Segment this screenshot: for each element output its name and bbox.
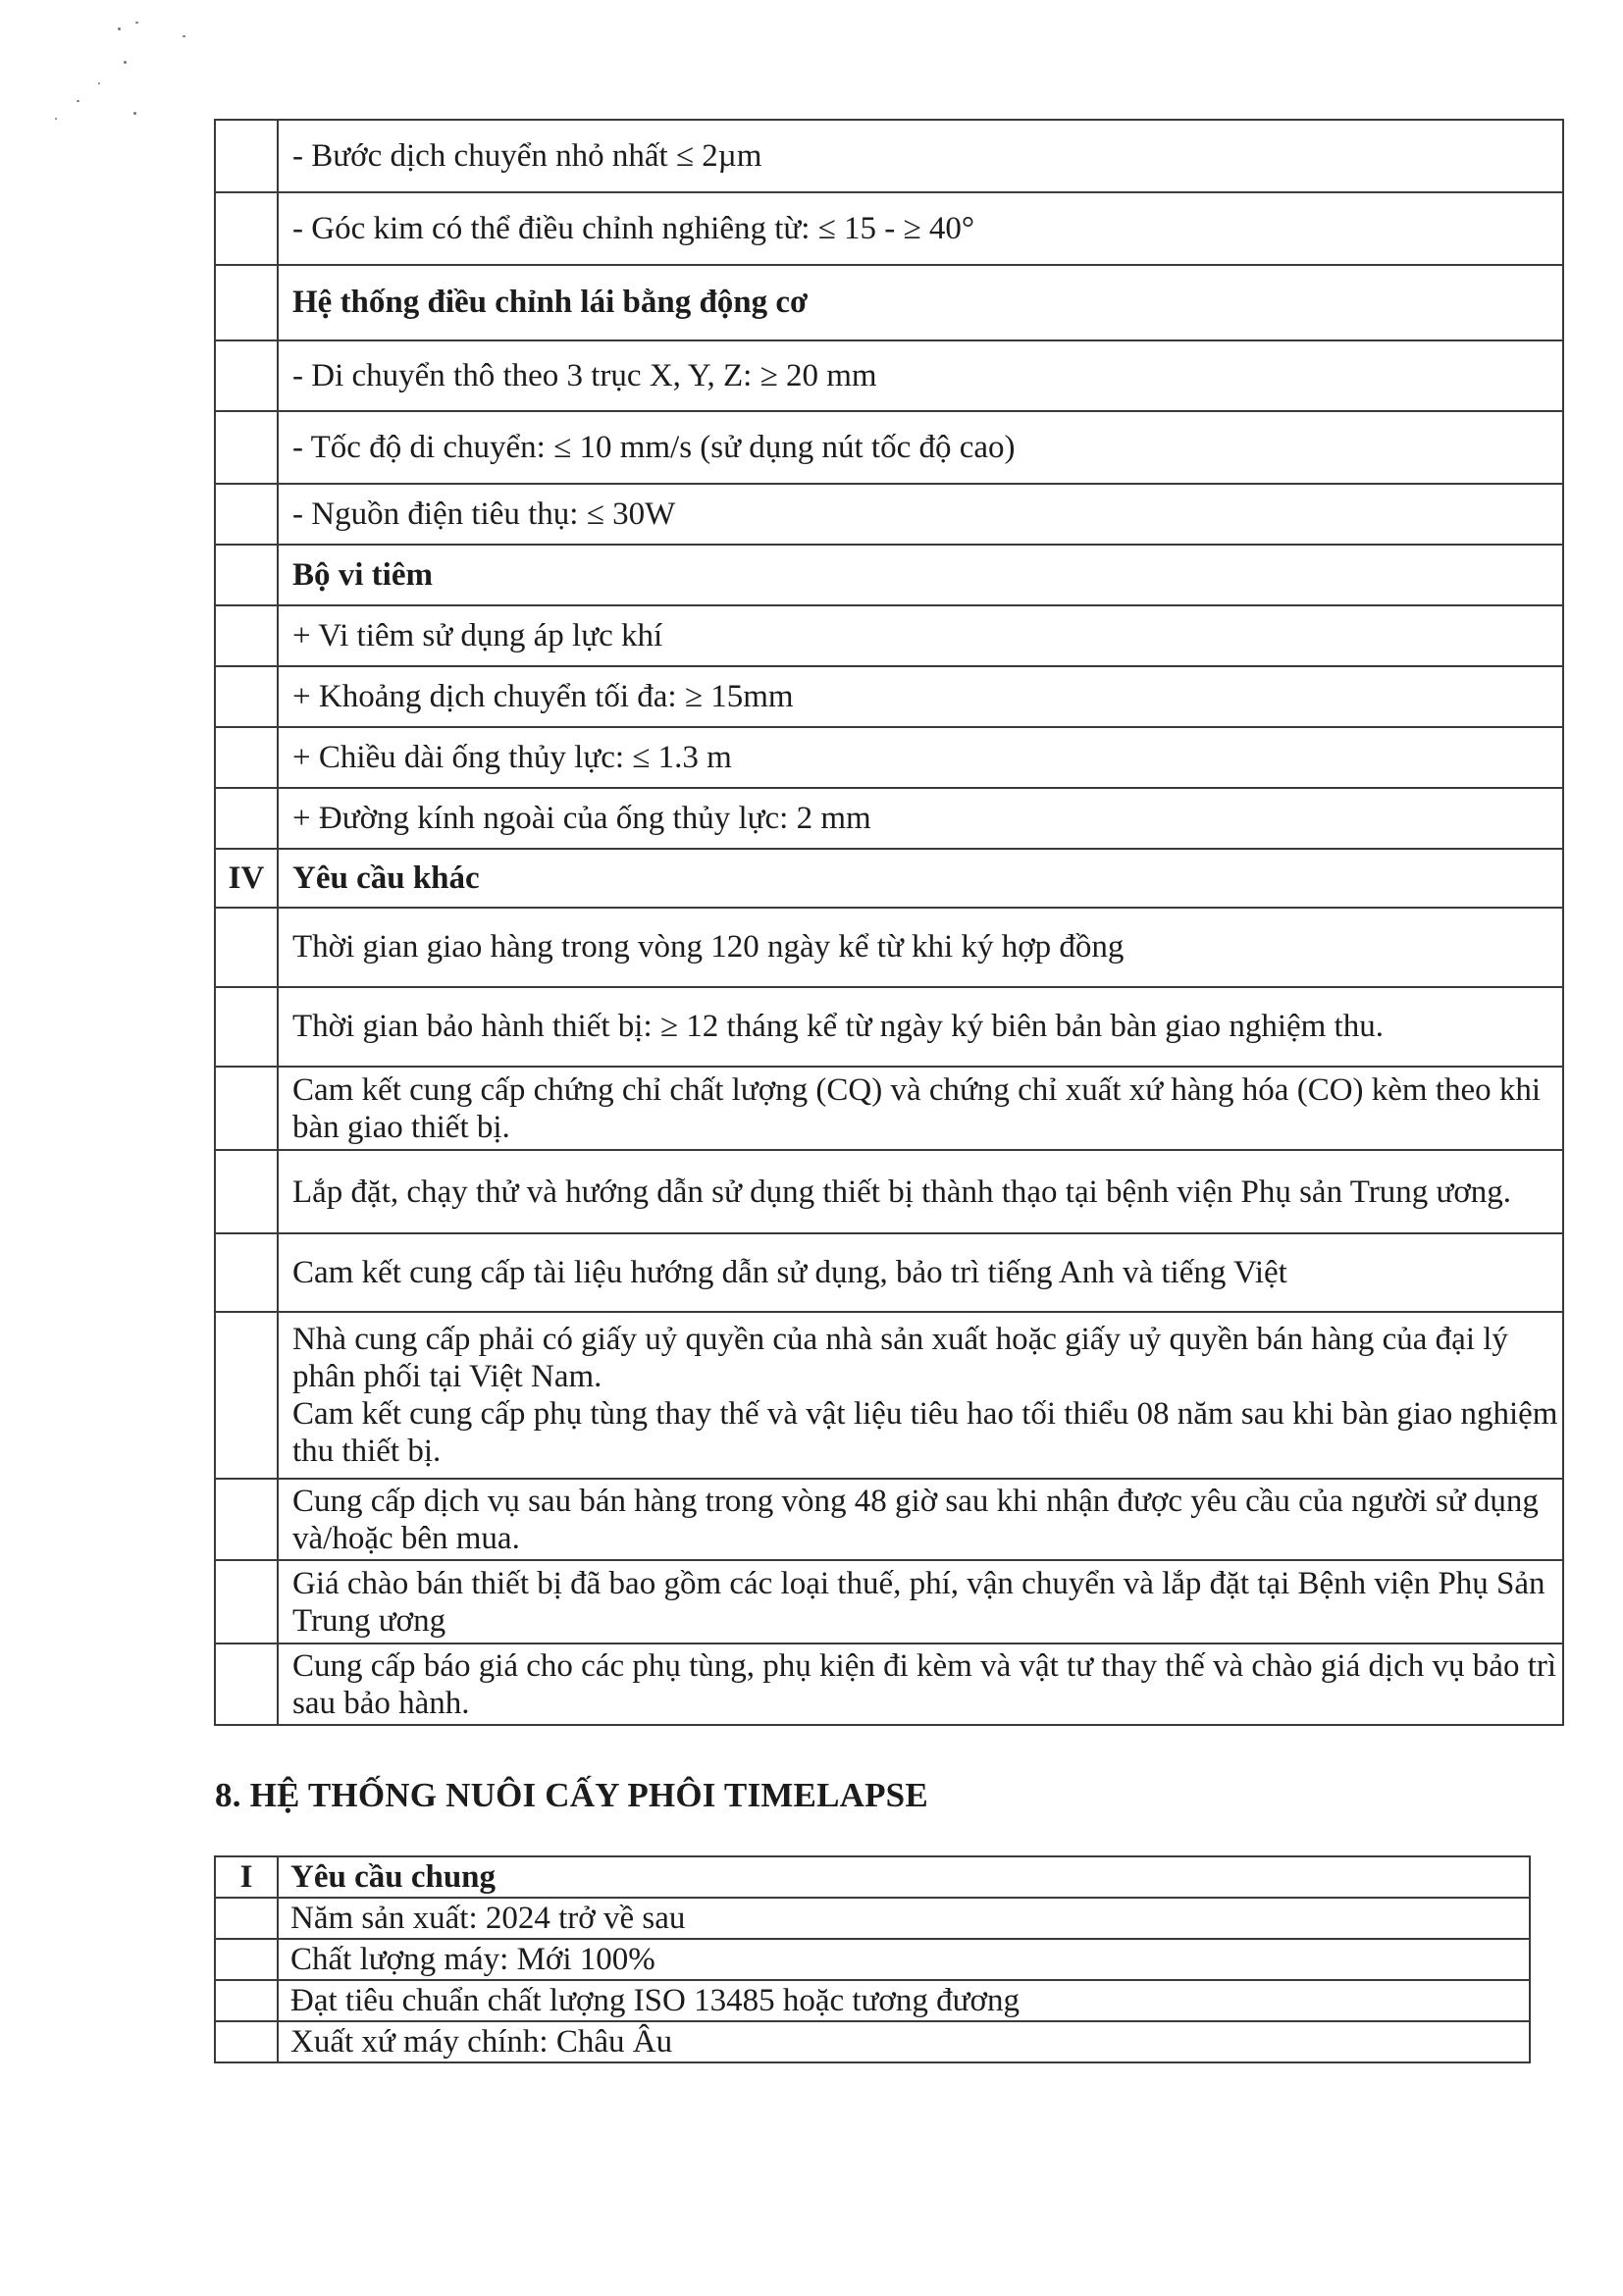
row-number-cell (215, 1150, 278, 1233)
table-row (215, 1856, 1530, 1898)
row-number-cell (215, 1898, 278, 1939)
row-text-cell: Cam kết cung cấp tài liệu hướng dẫn sử dụng, bảo trì tiếng Anh và tiếng Việt (278, 1233, 1563, 1312)
row-heading-cell: Hệ thống điều chỉnh lái bằng động cơ (278, 265, 1563, 340)
row-text-cell: Cam kết cung cấp chứng chỉ chất lượng (CQ) và chứng chỉ xuất xứ hàng hóa (CO) kèm theo khi bàn giao thiết bị. (278, 1067, 1563, 1150)
row-text-cell: Đạt tiêu chuẩn chất lượng ISO 13485 hoặc tương đương (278, 1980, 1530, 2021)
table-row (215, 605, 1563, 666)
row-number-cell (215, 727, 278, 788)
scan-speck (55, 118, 57, 120)
section-heading: 8. HỆ THỐNG NUÔI CẤY PHÔI TIMELAPSE (215, 1776, 928, 1814)
table-row (215, 120, 1563, 192)
section-number-cell: I (215, 1856, 278, 1898)
row-number-cell (215, 1939, 278, 1980)
section-title-cell: Yêu cầu chung (278, 1856, 1530, 1898)
table-row (215, 265, 1563, 340)
table-row (215, 2021, 1530, 2062)
table-row (215, 908, 1563, 987)
table-row (215, 411, 1563, 484)
row-text-cell: Thời gian bảo hành thiết bị: ≥ 12 tháng kể từ ngày ký biên bản bàn giao nghiệm thu. (278, 987, 1563, 1067)
row-text-cell: - Bước dịch chuyển nhỏ nhất ≤ 2µm (278, 120, 1563, 192)
row-number-cell (215, 908, 278, 987)
row-number-cell (215, 1312, 278, 1479)
table-row (215, 1980, 1530, 2021)
row-text-cell: Cung cấp dịch vụ sau bán hàng trong vòng 48 giờ sau khi nhận được yêu cầu của người sử dụng và/hoặc bên mua. (278, 1479, 1563, 1560)
row-text-cell (278, 1312, 1563, 1479)
row-text-cell: + Đường kính ngoài của ống thủy lực: 2 mm (278, 788, 1563, 849)
table-row (215, 1560, 1563, 1644)
row-text-line: Nhà cung cấp phải có giấy uỷ quyền của nhà sản xuất hoặc giấy uỷ quyền bán hàng của đại lý phân phối tại Việt Nam. (292, 1322, 1508, 1394)
table-row (215, 1898, 1530, 1939)
row-text-cell: Xuất xứ máy chính: Châu Âu (278, 2021, 1530, 2062)
row-number-cell (215, 1067, 278, 1150)
section-number-cell: IV (215, 849, 278, 908)
table-row (215, 1312, 1563, 1479)
table-row (215, 987, 1563, 1067)
scan-speck (118, 27, 121, 30)
table-row (215, 1233, 1563, 1312)
row-number-cell (215, 605, 278, 666)
general-requirements-table (214, 1855, 1531, 2063)
scan-speck (77, 100, 79, 102)
table-row (215, 545, 1563, 605)
table-row (215, 1479, 1563, 1560)
requirements-table-continued (214, 119, 1564, 1726)
row-number-cell (215, 545, 278, 605)
table-row (215, 1644, 1563, 1725)
row-text-cell: Chất lượng máy: Mới 100% (278, 1939, 1530, 1980)
section-title-cell: Yêu cầu khác (278, 849, 1563, 908)
row-text-cell: + Khoảng dịch chuyển tối đa: ≥ 15mm (278, 666, 1563, 727)
row-number-cell (215, 1560, 278, 1644)
table-row (215, 1150, 1563, 1233)
row-text-cell: - Nguồn điện tiêu thụ: ≤ 30W (278, 484, 1563, 545)
scan-speck (98, 82, 100, 84)
scan-speck (124, 61, 127, 64)
row-number-cell (215, 120, 278, 192)
row-number-cell (215, 1233, 278, 1312)
row-number-cell (215, 265, 278, 340)
row-text-cell: Cung cấp báo giá cho các phụ tùng, phụ kiện đi kèm và vật tư thay thế và chào giá dịch vụ bảo trì sau bảo hành. (278, 1644, 1563, 1725)
table-row (215, 849, 1563, 908)
row-number-cell (215, 192, 278, 265)
scan-speck (133, 112, 136, 115)
row-number-cell (215, 1479, 278, 1560)
row-number-cell (215, 484, 278, 545)
row-text-cell: Giá chào bán thiết bị đã bao gồm các loại thuế, phí, vận chuyển và lắp đặt tại Bệnh viện Phụ Sản Trung ương (278, 1560, 1563, 1644)
table-row (215, 340, 1563, 411)
row-number-cell (215, 411, 278, 484)
table-row (215, 788, 1563, 849)
table-row (215, 1939, 1530, 1980)
row-text-cell: - Góc kim có thể điều chỉnh nghiêng từ: ≤ 15 - ≥ 40° (278, 192, 1563, 265)
row-number-cell (215, 2021, 278, 2062)
row-number-cell (215, 788, 278, 849)
row-text-cell: - Tốc độ di chuyển: ≤ 10 mm/s (sử dụng nút tốc độ cao) (278, 411, 1563, 484)
table-row (215, 727, 1563, 788)
row-number-cell (215, 340, 278, 411)
table-row (215, 484, 1563, 545)
row-text-cell: + Chiều dài ống thủy lực: ≤ 1.3 m (278, 727, 1563, 788)
row-number-cell (215, 666, 278, 727)
table-row (215, 1067, 1563, 1150)
table-row (215, 666, 1563, 727)
row-number-cell (215, 987, 278, 1067)
scan-speck (135, 22, 138, 24)
row-text-cell: - Di chuyển thô theo 3 trục X, Y, Z: ≥ 20 mm (278, 340, 1563, 411)
table-row (215, 192, 1563, 265)
row-text-cell: Thời gian giao hàng trong vòng 120 ngày kể từ khi ký hợp đồng (278, 908, 1563, 987)
row-heading-cell: Bộ vi tiêm (278, 545, 1563, 605)
row-text-cell: Năm sản xuất: 2024 trở về sau (278, 1898, 1530, 1939)
row-text-line: Cam kết cung cấp phụ tùng thay thế và vật liệu tiêu hao tối thiểu 08 năm sau khi bàn giao nghiệm thu thiết bị. (292, 1396, 1558, 1469)
row-number-cell (215, 1980, 278, 2021)
row-text-cell: Lắp đặt, chạy thử và hướng dẫn sử dụng thiết bị thành thạo tại bệnh viện Phụ sản Trung ương. (278, 1150, 1563, 1233)
row-text-cell: + Vi tiêm sử dụng áp lực khí (278, 605, 1563, 666)
row-number-cell (215, 1644, 278, 1725)
scan-speck (183, 35, 185, 37)
